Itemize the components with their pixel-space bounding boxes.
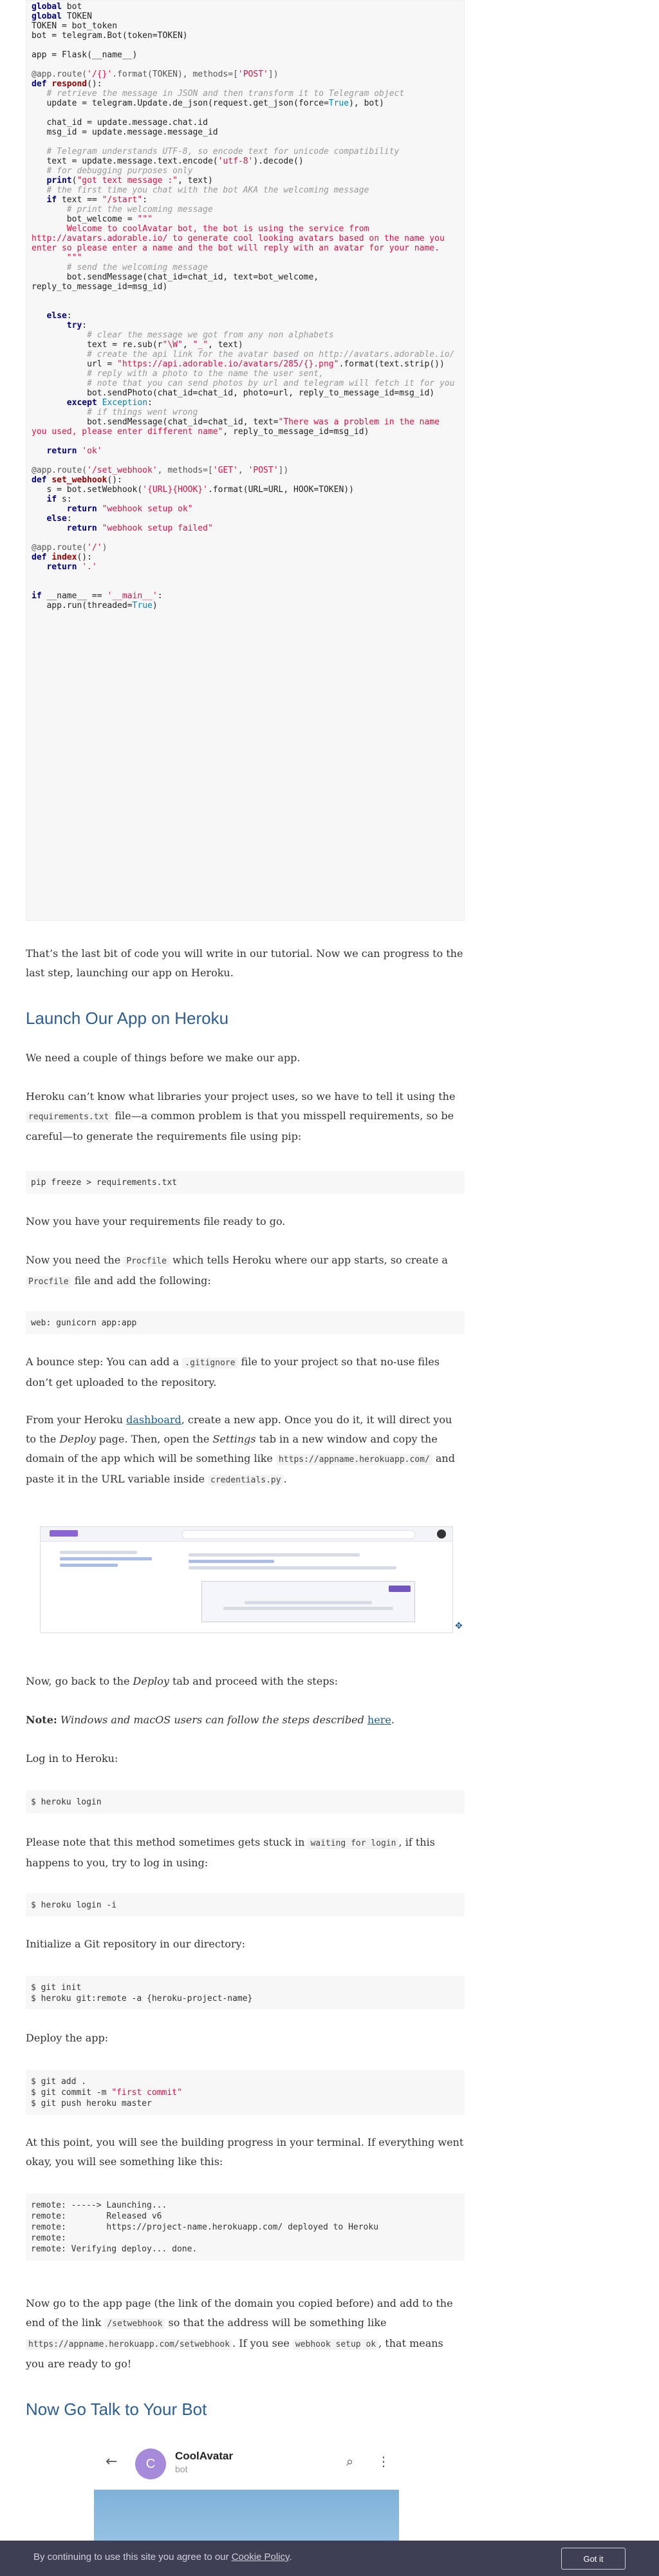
heading-launch-heroku: Launch Our App on Heroku	[26, 1009, 229, 1028]
code-line: @app.route('/{}'.format(TOKEN), methods=['POST'])	[32, 70, 279, 79]
code-block-git-init: $ git init $ heroku git:remote -a {heroku-project-name}	[26, 1976, 465, 2009]
code-line	[32, 301, 459, 311]
code-line: if text == "/start":	[46, 195, 148, 205]
code-line	[32, 137, 459, 147]
code-line	[32, 572, 459, 582]
code-line: text = re.sub(r"\W", "_", text)	[32, 340, 243, 350]
code-line: chat_id = update.message.chat.id	[32, 118, 208, 128]
code-line: msg_id = update.message.message_id	[32, 128, 218, 137]
more-icon: ⋮	[377, 2454, 390, 2469]
search-icon: ⌕	[346, 2454, 354, 2469]
code-line	[32, 292, 459, 301]
cookie-banner	[0, 2541, 659, 2576]
paragraph-requirements-ready: Now you have your requirements file ready to go.	[26, 1215, 286, 1227]
code-line: # Telegram understands UTF-8, so encode text for unicode compatibility	[46, 147, 400, 156]
inline-code-setwebhook-url: https://appname.herokuapp.com/setwebhook	[26, 2339, 232, 2350]
paragraph-setwebhook: Now go to the app page (the link of the domain you copied before) and add to the end of the link /setwebhook so that the address will be something like https://appname.herokuapp.com/setwebhook . If you see webhook setup ok , that means you are ready to go!	[26, 2297, 453, 2370]
code-block-heroku-login: $ heroku login	[26, 1790, 465, 1814]
inline-code-setwebhook: /setwebhook	[104, 2318, 165, 2329]
code-line: bot = telegram.Bot(token=TOKEN)	[32, 31, 188, 41]
code-line: # reply with a photo to the name the user sent,	[87, 369, 324, 379]
code-line	[32, 108, 459, 118]
screenshot-search	[182, 1530, 415, 1539]
inline-code-gitignore: .gitignore	[182, 1358, 237, 1368]
code-line: # note that you can send photos by url and telegram will fetch it for you	[87, 379, 455, 388]
code-line: text = update.message.text.encode('utf-8').decode()	[32, 156, 304, 166]
code-line: """	[32, 253, 82, 263]
code-line: url = "https://api.adorable.io/avatars/285/{}.png".format(text.strip())	[32, 359, 445, 369]
code-line: if s:	[46, 495, 72, 504]
code-line: # retrieve the message in JSON and then transform it to Telegram object	[46, 89, 405, 99]
inline-code-appname-url: https://appname.herokuapp.com/	[276, 1454, 432, 1465]
paragraph-gitignore: A bounce step: You can add a .gitignore file to your project so that no-use files don’t get uploaded to the repository.	[26, 1356, 440, 1388]
inline-code-webhook-ok: webhook setup ok	[293, 2339, 378, 2350]
cookie-got-it-button[interactable]: Got it	[561, 2548, 626, 2570]
code-line: TOKEN = bot_token	[32, 21, 118, 31]
code-line: return "webhook setup failed"	[66, 524, 213, 533]
code-line: # print the welcoming message	[66, 205, 213, 214]
inline-code-procfile: Procfile	[124, 1256, 169, 1267]
bot-name: CoolAvatar	[175, 2450, 234, 2462]
paragraph-note: Note: Windows and macOS users can follow the steps described here.	[26, 1714, 394, 1726]
code-line: bot.sendMessage(chat_id=chat_id, text=bot_welcome, reply_to_message_id=msg_id)	[32, 272, 324, 292]
code-line: @app.route('/')	[32, 543, 107, 553]
code-line: app = Flask(__name__)	[32, 50, 138, 60]
code-line: @app.route('/set_webhook', methods=['GET', 'POST'])	[32, 466, 289, 475]
code-block-git-deploy: $ git add . $ git commit -m "first commit" $ git push heroku master	[26, 2070, 465, 2115]
code-line: global bot	[32, 2, 82, 12]
code-line: print("got text message :", text)	[46, 176, 213, 185]
heroku-settings-screenshot	[40, 1526, 463, 1633]
paragraph-init-git: Initialize a Git repository in our directory:	[26, 1938, 245, 1950]
code-block-app-py	[26, 0, 465, 921]
inline-code-procfile-2: Procfile	[26, 1276, 71, 1287]
cookie-policy-link[interactable]: Cookie Policy	[231, 2552, 290, 2562]
link-here[interactable]: here	[367, 1714, 391, 1726]
inline-code-requirements: requirements.txt	[26, 1112, 111, 1122]
screenshot-add-domain-button	[389, 1586, 411, 1592]
paragraph-requirements: Heroku can’t know what libraries your project uses, so we have to tell it using the requirements.txt file—a common problem is that you misspell requirements, so be careful—to generate the requirements file using pip:	[26, 1090, 456, 1142]
code-line: if __name__ == '__main__':	[32, 591, 163, 601]
link-dashboard[interactable]: dashboard	[126, 1414, 181, 1426]
code-line	[32, 437, 459, 446]
code-line: return 'ok'	[46, 446, 102, 456]
code-line: def respond():	[32, 79, 102, 89]
code-line	[32, 456, 459, 466]
code-line: # if things went wrong	[87, 408, 198, 417]
code-line: # create the api link for the avatar based on http://avatars.adorable.io/	[87, 350, 455, 359]
back-arrow-icon: ←	[106, 2454, 118, 2470]
screenshot-avatar	[437, 1530, 446, 1539]
paragraph-procfile: Now you need the Procfile which tells Heroku where our app starts, so create a Procfile file and add the following:	[26, 1254, 448, 1287]
code-block-procfile: web: gunicorn app:app	[26, 1311, 465, 1334]
code-line: except Exception:	[66, 398, 153, 408]
code-line: return "webhook setup ok"	[66, 504, 193, 514]
cursor-icon: ✥	[455, 1621, 463, 1631]
code-line	[32, 533, 459, 543]
code-line: update = telegram.Update.de_json(request.get_json(force=True), bot)	[32, 99, 384, 108]
code-line	[32, 582, 459, 591]
screenshot-sidebar	[60, 1548, 156, 1570]
code-line: def index():	[32, 553, 92, 562]
paragraph-go-back-deploy: Now, go back to the Deploy tab and proceed with the steps:	[26, 1675, 339, 1687]
code-line	[32, 41, 459, 50]
code-line	[32, 60, 459, 70]
code-line: s = bot.setWebhook('{URL}{HOOK}'.format(URL=URL, HOOK=TOKEN))	[32, 485, 354, 495]
code-line: # for debugging purposes only	[46, 166, 193, 176]
paragraph-need-things: We need a couple of things before we make our app.	[26, 1052, 301, 1064]
code-line: bot.sendPhoto(chat_id=chat_id, photo=url, reply_to_message_id=msg_id)	[32, 388, 435, 398]
code-line: return '.'	[46, 562, 97, 572]
code-block-remote-output: remote: -----> Launching... remote: Released v6 remote: https://project-name.herokuapp.com/ deployed to Heroku remote: remote: Verifying deploy... done.	[26, 2193, 465, 2260]
bot-avatar: C	[135, 2448, 166, 2479]
code-line: try:	[66, 321, 88, 330]
cookie-text: By continuing to use this site you agree to our Cookie Policy.	[33, 2552, 292, 2562]
heroku-logo	[50, 1530, 78, 1537]
code-line: global TOKEN	[32, 12, 92, 21]
code-line: bot.sendMessage(chat_id=chat_id, text="There was a problem in the name you used, please enter different name", reply_to_message_id=msg_id)	[32, 417, 445, 437]
code-line: Welcome to coolAvatar bot, the bot is using the service from http://avatars.adorable.io/ to generate cool looking avatars based on the name you enter so please enter a name and the bot will reply with an avatar for your name.	[32, 224, 450, 253]
paragraph-login-stuck: Please note that this method sometimes gets stuck in waiting for login , if this happens to you, try to log in using:	[26, 1836, 435, 1869]
code-line: # send the welcoming message	[66, 263, 208, 272]
code-block-pip-freeze: pip freeze > requirements.txt	[26, 1171, 465, 1194]
bot-subtitle: bot	[175, 2464, 188, 2474]
paragraph-login: Log in to Heroku:	[26, 1752, 118, 1765]
code-line: else:	[46, 514, 72, 524]
code-line: # clear the message we got from any non alphabets	[87, 330, 334, 340]
screenshot-domain-box	[201, 1581, 415, 1622]
code-line: def set_webhook():	[32, 475, 122, 485]
screenshot-topbar	[41, 1527, 452, 1542]
inline-code-waiting-login: waiting for login	[308, 1838, 398, 1849]
inline-code-credentials: credentials.py	[208, 1475, 284, 1486]
code-line: # the first time you chat with the bot AKA the welcoming message	[46, 185, 369, 195]
code-block-heroku-login-i: $ heroku login -i	[26, 1893, 465, 1917]
paragraph-deploy: Deploy the app:	[26, 2032, 109, 2044]
heading-talk-to-bot: Now Go Talk to Your Bot	[26, 2400, 207, 2419]
paragraph-heroku-dashboard: From your Heroku dashboard, create a new app. Once you do it, it will direct you to the Deploy page. Then, open the Settings tab in a new window and copy the domain of the app which will be something like https://appname.herokuapp.com/ and paste it in the URL variable inside credentials.py .	[26, 1414, 455, 1485]
paragraph-build-progress: At this point, you will see the building progress in your terminal. If everything went okay, you will see something like this:	[26, 2136, 464, 2168]
screenshot-main	[189, 1550, 433, 1573]
code-line: else:	[46, 311, 72, 321]
chat-header	[94, 2441, 399, 2488]
code-line: bot_welcome = """	[32, 214, 153, 224]
code-line: app.run(threaded=True)	[32, 601, 158, 611]
paragraph-last-code: That’s the last bit of code you will write in our tutorial. Now we can progress to the last step, launching our app on Heroku.	[26, 947, 463, 979]
